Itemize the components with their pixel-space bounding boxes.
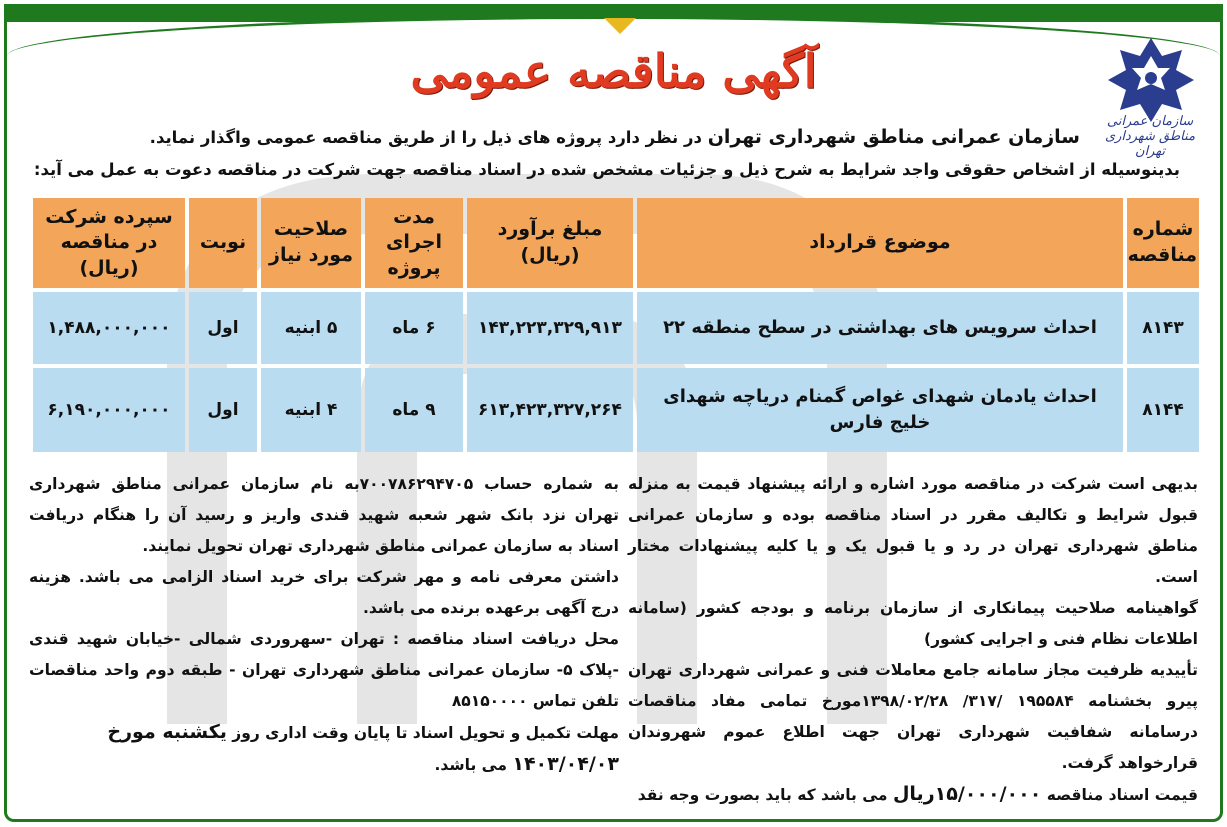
cell-subject: احداث یادمان شهدای غواص گمنام دریاچه شهدای خلیج فارس: [637, 368, 1123, 452]
organization-name: سازمان عمرانی مناطق شهرداری تهران: [707, 126, 1080, 148]
header-qualification: صلاحیت مورد نیاز: [261, 198, 361, 288]
header-estimate: مبلغ برآورد (ریال): [467, 198, 633, 288]
notice-frame: [4, 4, 1223, 822]
intro-line-2: [10, 160, 1180, 179]
header-duration: مدت اجرای پروژه: [365, 198, 463, 288]
right-paragraph-2: گواهینامه صلاحیت پیمانکاری از سازمان برنامه و بودجه کشور (سامانه اطلاعات نظام فنی و اجرایی کشور): [628, 599, 1198, 648]
intro-line-1-text: در نظر دارد پروژه های ذیل را از طریق مناقصه عمومی واگذار نماید.: [149, 128, 702, 147]
intro-line-2-bold: از اشخاص حقوقی واجد شرایط: [840, 160, 1096, 179]
intro-line-2-b: به شرح ذیل و جزئیات مشخص شده در اسناد مناقصه جهت شرکت در مناقصه دعوت به عمل می آید:: [33, 160, 841, 179]
deadline-date: ۱۴۰۳/۰۴/۰۳: [512, 753, 619, 775]
body-left-column: [29, 469, 619, 781]
right-paragraph-4: [628, 779, 1198, 811]
deadline-tail: می باشد.: [434, 756, 513, 774]
cell-round: اول: [189, 368, 257, 452]
deadline-label: مهلت تکمیل و تحویل اسناد تا پایان وقت اداری روز: [226, 724, 619, 742]
header-number: شماره مناقصه: [1127, 198, 1199, 288]
left-paragraph-3: محل دریافت اسناد مناقصه : تهران -سهروردی شمالی -خیابان شهید قندی -پلاک ۵- سازمان عمرانی مناطق شهرداری تهران - طبقه دوم واحد مناقصات تلفن تماس ۸۵۱۵۰۰۰۰: [29, 630, 619, 710]
top-banner: [7, 4, 1220, 48]
price-label: قیمت اسناد مناقصه: [1041, 786, 1198, 804]
left-paragraph-4: [29, 717, 619, 781]
cell-number: ۸۱۴۳: [1127, 292, 1199, 364]
cell-qualification: ۴ ابنیه: [261, 368, 361, 452]
left-paragraph-2: داشتن معرفی نامه و مهر شرکت برای خرید اسناد الزامی می باشد. هزینه درج آگهی برعهده برنده می باشد.: [29, 568, 619, 617]
table-row: [33, 292, 1199, 364]
left-paragraph-1: به شماره حساب ۷۰۰۷۸۶۲۹۴۷۰۵به نام سازمان عمرانی مناطق شهرداری تهران نزد بانک شهر شعبه شهید قندی واریز و رسید آن را هنگام دریافت اسناد به سازمان عمرانی مناطق شهرداری تهران تحویل نمایند.: [29, 475, 619, 555]
header-subject: موضوع قرارداد: [637, 198, 1123, 288]
cell-round: اول: [189, 292, 257, 364]
cell-qualification: ۵ ابنیه: [261, 292, 361, 364]
cell-estimate: ۱۴۳,۲۲۳,۳۲۹,۹۱۳: [467, 292, 633, 364]
table-row: [33, 368, 1199, 452]
document-price: ۱۵/۰۰۰/۰۰۰ریال: [892, 783, 1042, 805]
tender-table: [29, 194, 1203, 456]
cell-subject: احداث سرویس های بهداشتی در سطح منطقه ۲۲: [637, 292, 1123, 364]
right-paragraph-1: بدیهی است شرکت در مناقصه مورد اشاره و ارائه پیشنهاد قیمت به منزله قبول شرایط و تکالیف مقرر در اسناد مناقصه بوده و سازمان عمرانی مناطق شهرداری تهران در رد و یا قبول یک و یا کلیه پیشنهادات مختار است.: [628, 475, 1198, 586]
cell-duration: ۶ ماه: [365, 292, 463, 364]
page-title: آگهی مناقصه عمومی: [410, 44, 817, 98]
logo-caption: سازمان عمرانی مناطق شهرداری تهران: [1104, 114, 1196, 159]
price-tail: می باشد که باید بصورت وجه نقد: [637, 786, 893, 804]
cell-deposit: ۱,۴۸۸,۰۰۰,۰۰۰: [33, 292, 185, 364]
cell-estimate: ۶۱۳,۴۲۳,۳۲۷,۲۶۴: [467, 368, 633, 452]
cell-number: ۸۱۴۴: [1127, 368, 1199, 452]
body-right-column: [628, 469, 1198, 811]
intro-line-1: [80, 126, 1080, 148]
intro-line-2-a: بدینوسیله: [1095, 160, 1180, 179]
deadline-day: یکشنبه مورخ: [107, 721, 227, 743]
table-header-row: [33, 198, 1199, 288]
header-round: نوبت: [189, 198, 257, 288]
header-deposit: سپرده شرکت در مناقصه (ریال): [33, 198, 185, 288]
banner-arrow-icon: [604, 18, 636, 34]
right-paragraph-3: تأییدیه ظرفیت مجاز سامانه جامع معاملات فنی و عمرانی شهرداری تهران پیرو بخشنامه ۱۹۵۵۸۴ /۳۱۷/ ۱۳۹۸/۰۲/۲۸مورخ تمامی مفاد مناقصات درسامانه شفافیت شهرداری تهران جهت اطلاع عموم شهروندان قرارخواهد گرفت.: [628, 661, 1198, 772]
cell-duration: ۹ ماه: [365, 368, 463, 452]
cell-deposit: ۶,۱۹۰,۰۰۰,۰۰۰: [33, 368, 185, 452]
